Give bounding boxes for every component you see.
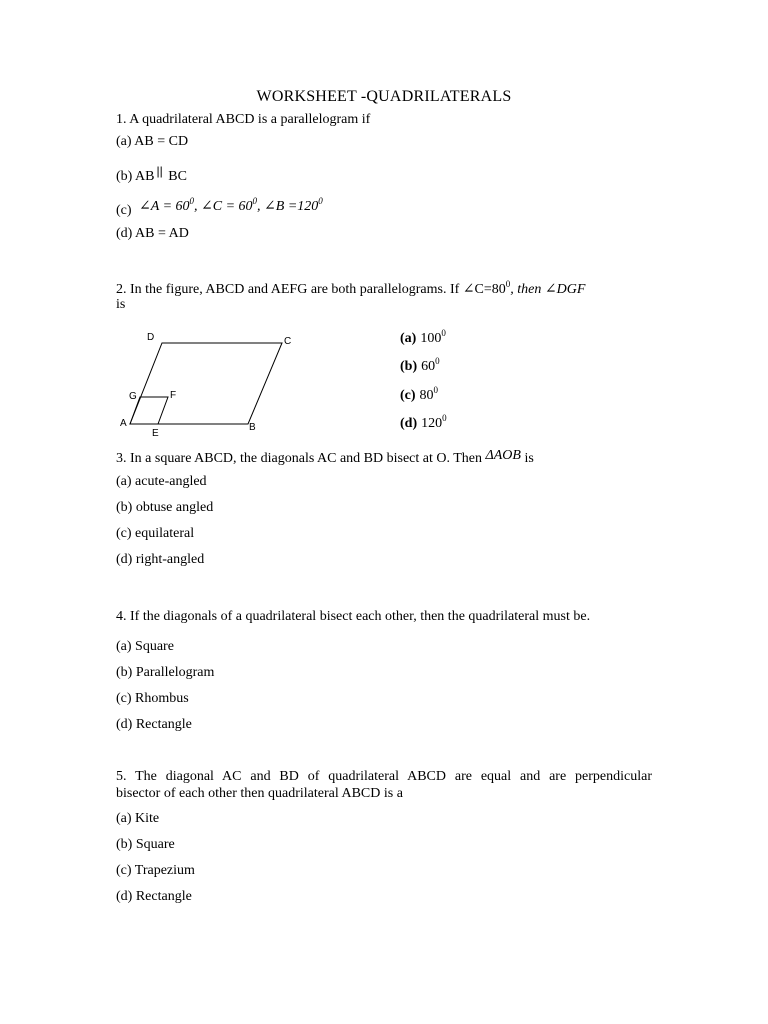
question-1-stem: 1. A quadrilateral ABCD is a parallelogram if	[116, 112, 371, 127]
parallelogram-figure	[112, 326, 302, 438]
question-1-option-d: (d) AB = AD	[116, 226, 189, 241]
question-5-option-c: (c) Trapezium	[116, 863, 195, 878]
question-2-stem-line2: is	[116, 297, 126, 312]
question-3-option-d: (d) right-angled	[116, 552, 205, 567]
question-3-stem: 3. In a square ABCD, the diagonals AC and BD bisect at O. Then ΔAOB is	[116, 448, 534, 466]
option-b-prefix: (b) AB	[116, 169, 155, 184]
question-2-option-b: (b) $60^0$	[400, 356, 440, 374]
question-5-stem-line1: 5. The diagonal AC and BD of quadrilateral ABCD are equal and are perpendicular	[116, 769, 652, 784]
parallelogram-abcd	[130, 343, 282, 424]
parallel-symbol: ||	[156, 164, 163, 178]
label-f: F	[170, 390, 177, 401]
question-3-option-b: (b) obtuse angled	[116, 500, 214, 515]
question-4-option-b: (b) Parallelogram	[116, 665, 215, 680]
question-5-option-b: (b) Square	[116, 837, 175, 852]
label-e: E	[152, 428, 159, 438]
option-c-prefix: (c)	[116, 203, 132, 218]
question-1-option-c	[116, 196, 323, 219]
question-2-stem-line1: 2. In the figure, ABCD and AEFG are both parallelograms. If $\angle C=80^0$, then ∠DGF	[116, 279, 586, 297]
question-3-option-c: (c) equilateral	[116, 526, 195, 541]
label-a: A	[120, 418, 127, 429]
question-4-option-a: (a) Square	[116, 639, 174, 654]
question-3-option-a: (a) acute-angled	[116, 474, 207, 489]
label-c: C	[284, 336, 292, 347]
worksheet-title: WORKSHEET -QUADRILATERALS	[256, 88, 512, 105]
question-1-option-a: (a) AB = CD	[116, 134, 189, 149]
option-c-math: ∠A = $60^0$, ∠C = $60^0$, ∠B $=120^0$	[139, 196, 323, 214]
question-1-option-b	[116, 164, 187, 185]
question-4-option-c: (c) Rhombus	[116, 691, 189, 706]
question-4-option-d: (d) Rectangle	[116, 717, 192, 732]
option-b-suffix: BC	[168, 169, 187, 184]
question-2-option-d: (d) $120^0$	[400, 413, 447, 431]
question-5-option-a: (a) Kite	[116, 811, 160, 826]
question-2-option-c: (c) $80^0$	[400, 385, 439, 403]
label-d: D	[147, 332, 155, 343]
label-b: B	[249, 422, 256, 433]
label-g: G	[129, 391, 137, 402]
question-4-stem: 4. If the diagonals of a quadrilateral bisect each other, then the quadrilateral must be.	[116, 609, 591, 624]
question-5-stem-line2: bisector of each other then quadrilateral ABCD is a	[116, 786, 403, 801]
question-2-option-a: (a) $100^0$	[400, 328, 446, 346]
question-5-option-d: (d) Rectangle	[116, 889, 192, 904]
